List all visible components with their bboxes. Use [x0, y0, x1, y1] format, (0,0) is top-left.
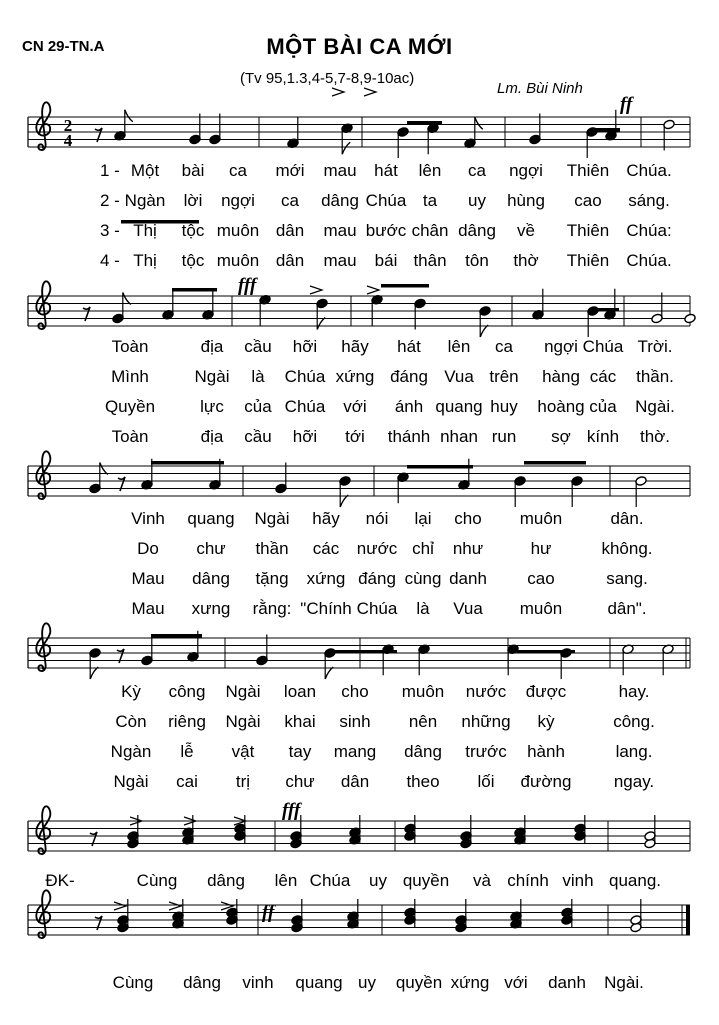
lyric-syllable: chư [196, 539, 226, 558]
treble-clef-icon [36, 806, 50, 854]
lyric-syllable: Quyền [104, 397, 156, 416]
lyric-syllable: lực [200, 397, 224, 416]
staff-system [28, 102, 690, 158]
lyric-syllable: lên [418, 161, 442, 180]
time-signature-bottom: 4 [63, 131, 73, 150]
lyric-syllable: cao [527, 569, 555, 588]
lyric-syllable: xứng [306, 569, 346, 588]
lyric-syllable: muôn [519, 599, 563, 618]
lyric-syllable: thờ. [639, 427, 671, 446]
lyric-syllable: lên [447, 337, 471, 356]
accent-mark [310, 286, 322, 294]
lyric-syllable: Thị [133, 221, 157, 240]
accent-mark [169, 902, 181, 910]
lyric-syllable: dâng [207, 871, 245, 890]
note-beam [596, 128, 620, 132]
lyric-syllable: muôn [216, 221, 260, 240]
lyric-syllable: mau [323, 251, 357, 270]
lyric-syllable: Chúa [582, 337, 624, 356]
lyric-syllable: là [251, 367, 265, 386]
lyric-syllable: Ngài [225, 682, 261, 701]
lyric-syllable: tôn [465, 251, 489, 270]
lyric-syllable: quang. [609, 871, 661, 890]
lyric-syllable: hay. [618, 682, 650, 701]
lyric-syllable: Ngài [225, 712, 261, 731]
lyric-syllable: ca [495, 337, 513, 356]
lyric-syllable: công [168, 682, 206, 701]
lyric-syllable: theo [406, 772, 440, 791]
lyric-syllable: lễ [180, 742, 194, 761]
lyric-syllable: cho [454, 509, 482, 528]
lyric-syllable: sinh [339, 712, 371, 731]
lyric-syllable: ánh [394, 397, 424, 416]
staff-system [28, 806, 690, 854]
lyric-syllable: là [416, 599, 430, 618]
lyric-syllable: hành [527, 742, 565, 761]
lyric-syllable: Thiên [566, 221, 610, 240]
dynamic-marking: fff [238, 275, 257, 296]
lyric-syllable: xưng [191, 599, 231, 618]
lyric-syllable: cùng [404, 569, 442, 588]
lyric-syllable: Ngài. [635, 397, 675, 416]
lyric-syllable: dâng [458, 221, 496, 240]
lyric-syllable: Chúa [365, 191, 407, 210]
psalm-reference: (Tv 95,1.3,4-5,7-8,9-10ac) [240, 70, 415, 87]
note-flag [342, 142, 350, 154]
lyric-syllable: nhan [440, 427, 478, 446]
final-barline-thick [686, 905, 690, 935]
lyric-syllable: Mình [111, 367, 149, 386]
lyric-syllable: Do [137, 539, 159, 558]
lyric-syllable: sáng. [628, 191, 670, 210]
lyric-syllable: không. [601, 539, 653, 558]
lyric-syllable: Chúa [284, 397, 326, 416]
lyric-syllable: riêng [168, 712, 206, 731]
lyric-syllable: kính [586, 427, 620, 446]
lyric-syllable: hàng [542, 367, 580, 386]
lyric-syllable: của [244, 397, 272, 416]
lyric-syllable: loan [283, 682, 317, 701]
lyric-syllable: với [504, 973, 528, 992]
lyric-syllable: Mau [131, 599, 165, 618]
lyric-syllable: "Chính [300, 599, 352, 618]
treble-clef-icon [36, 890, 50, 938]
lyric-syllable: hát [397, 337, 421, 356]
lyric-syllable: như [452, 539, 484, 558]
lyric-syllable: nói [365, 509, 389, 528]
lyric-syllable: uy [358, 973, 376, 992]
treble-clef-icon [36, 102, 50, 150]
lyric-syllable: hỡi [292, 337, 318, 356]
lyric-syllable: hãy [341, 337, 369, 356]
lyric-syllable: cao [574, 191, 602, 210]
lyric-syllable: trị [235, 772, 251, 791]
lyric-syllable: xứng [450, 973, 490, 992]
lyric-syllable: Ngài [113, 772, 149, 791]
lyric-syllable: quang [295, 973, 343, 992]
lyric-syllable: mang [333, 742, 377, 761]
lyric-syllable: hỡi [292, 427, 318, 446]
lyric-syllable: dân [275, 251, 305, 270]
lyric-syllable: Vua [444, 367, 474, 386]
lyric-syllable: hãy [312, 509, 340, 528]
lyric-syllable: với [343, 397, 367, 416]
staff-system [28, 451, 690, 507]
dynamic-marking: ff [620, 94, 633, 115]
lyric-syllable: ca [468, 161, 486, 180]
note-beam [517, 650, 575, 654]
lyric-syllable: sợ [551, 427, 571, 446]
lyric-syllable: đáng [390, 367, 428, 386]
note-beam [334, 650, 397, 654]
lyric-syllable: Chúa [309, 871, 351, 890]
lyric-syllable: ca [229, 161, 247, 180]
lyric-syllable: ngợi [221, 191, 255, 210]
lyric-syllable: địa [200, 427, 224, 446]
lyric-syllable: của [589, 397, 617, 416]
lyric-syllable: được [525, 682, 567, 701]
lyric-syllable: dân". [607, 599, 647, 618]
lyric-syllable: về [517, 221, 535, 240]
lyric-syllable: Chúa. [626, 161, 672, 180]
lyric-syllable: thân [413, 251, 447, 270]
treble-clef-icon [36, 281, 50, 329]
note-beam [151, 634, 202, 638]
lyric-syllable: Ngài [194, 367, 230, 386]
lyric-syllable: các [312, 539, 340, 558]
note-flag [475, 117, 483, 129]
lyric-syllable: muôn [401, 682, 445, 701]
lyric-syllable: ĐK- [45, 871, 75, 890]
lyric-syllable: dâng [404, 742, 442, 761]
lyric-syllable: Thiên [566, 251, 610, 270]
lyric-syllable: cầu [244, 427, 272, 446]
song-code: CN 29-TN.A [22, 38, 105, 55]
lyric-syllable: tộc [181, 221, 205, 240]
lyric-syllable: quang [187, 509, 235, 528]
lyric-syllable: 1 - [100, 161, 120, 180]
lyric-syllable: uy [468, 191, 486, 210]
note-flag [125, 110, 133, 122]
lyric-syllable: nước [465, 682, 507, 701]
lyric-syllable: ngợi [544, 337, 578, 356]
note-flag [325, 667, 333, 679]
lyric-syllable: 2 - [100, 191, 120, 210]
note-beam [381, 284, 429, 288]
lyric-syllable: lên [274, 871, 298, 890]
lyric-syllable: danh [449, 569, 487, 588]
lyric-syllable: vinh [562, 871, 594, 890]
lyric-syllable: thánh [387, 427, 431, 446]
time-signature-top: 2 [63, 116, 73, 135]
song-title: MỘT BÀI CA MỚI [266, 34, 453, 59]
lyric-syllable: dâng [192, 569, 230, 588]
lyric-syllable: Ngàn [124, 191, 166, 210]
staff-system [28, 281, 696, 337]
lyric-syllable: tới [345, 427, 365, 446]
lyric-syllable: thần. [636, 367, 674, 386]
note-flag [100, 463, 108, 475]
lyric-syllable: những [461, 712, 511, 731]
lyric-syllable: vật [231, 742, 255, 761]
note-beam [151, 461, 224, 465]
note-flag [340, 495, 348, 507]
lyric-syllable: chỉ [412, 539, 434, 558]
lyric-syllable: chính [507, 871, 549, 890]
lyric-syllable: Mau [131, 569, 165, 588]
lyric-syllable: Toàn [111, 427, 149, 446]
lyric-syllable: hư [530, 539, 552, 558]
note-flag [480, 325, 488, 337]
lyric-syllable: Kỳ [121, 682, 141, 701]
lyric-syllable: dân [275, 221, 305, 240]
lyric-syllable: quyền [395, 973, 443, 992]
lyric-syllable: quang [435, 397, 483, 416]
lyric-syllable: các [589, 367, 617, 386]
lyric-syllable: và [473, 871, 491, 890]
lyric-syllable: kỳ [537, 712, 555, 731]
lyric-syllable: lời [183, 191, 203, 210]
accent-mark [367, 286, 379, 294]
lyric-syllable: khai [284, 712, 316, 731]
lyric-syllable: bài [181, 161, 205, 180]
lyric-syllable: mau [323, 221, 357, 240]
lyric-syllable: lối [477, 772, 495, 791]
lyric-syllable: Toàn [111, 337, 149, 356]
composer: Lm. Bùi Ninh [497, 80, 583, 97]
note-beam [407, 465, 473, 469]
treble-clef-icon [36, 451, 50, 499]
lyric-syllable: Cùng [112, 973, 154, 992]
lyric-syllable: bước [365, 221, 407, 240]
note-beam [172, 288, 217, 292]
lyric-syllable: thờ [513, 251, 539, 270]
lyric-syllable: Chúa: [626, 221, 672, 240]
note-beam [524, 461, 586, 465]
lyric-syllable: tộc [181, 251, 205, 270]
lyric-syllable: sang. [606, 569, 648, 588]
lyric-syllable: rằng: [252, 599, 292, 618]
lyric-syllable: mới [275, 161, 305, 180]
lyric-syllable: muôn [519, 509, 563, 528]
lyric-syllable: uy [369, 871, 387, 890]
lyric-syllable: 4 - [100, 251, 120, 270]
lyric-syllable: mau [323, 161, 357, 180]
lyric-syllable: Ngàn [110, 742, 152, 761]
lyric-syllable: Vua [453, 599, 483, 618]
lyric-syllable: đường [520, 772, 572, 791]
lyric-syllable: ngợi [509, 161, 543, 180]
lyric-syllable: Một [130, 161, 160, 180]
lyric-syllable: Thị [133, 251, 157, 270]
accent-mark [364, 88, 376, 96]
lyric-syllable: hoàng [537, 397, 585, 416]
dynamic-marking: fff [282, 800, 301, 821]
lyric-syllable: Chúa [356, 599, 398, 618]
lyric-syllable: Còn [115, 712, 147, 731]
lyric-syllable: đáng [358, 569, 396, 588]
lyric-syllable: lại [414, 509, 432, 528]
lyric-syllable: run [491, 427, 517, 446]
note-head [684, 313, 696, 324]
staff-system [28, 890, 690, 938]
lyric-syllable: hát [374, 161, 398, 180]
lyric-syllable: hùng [507, 191, 545, 210]
lyric-syllable: lang. [615, 742, 653, 761]
lyric-syllable: ca [281, 191, 299, 210]
lyric-syllable: 3 - [100, 221, 120, 240]
lyric-syllable: chân [411, 221, 449, 240]
treble-clef-icon [36, 623, 50, 671]
lyric-syllable: nên [408, 712, 438, 731]
dynamic-marking: ff [262, 902, 275, 923]
lyric-syllable: vinh [242, 973, 274, 992]
lyric-syllable: Trời. [637, 337, 673, 356]
lyric-syllable: cho [341, 682, 369, 701]
lyric-syllable: công. [613, 712, 655, 731]
lyric-syllable: Chúa. [626, 251, 672, 270]
lyric-syllable: chư [285, 772, 315, 791]
lyric-syllable: Chúa [284, 367, 326, 386]
lyric-syllable: dâng [183, 973, 221, 992]
accent-mark [114, 902, 126, 910]
lyric-syllable: cai [176, 772, 198, 791]
lyric-syllable: nước [356, 539, 398, 558]
lyric-syllable: Ngài [254, 509, 290, 528]
lyric-syllable: xứng [335, 367, 375, 386]
lyric-syllable: địa [200, 337, 224, 356]
lyric-syllable: ta [422, 191, 438, 210]
lyric-syllable: ngay. [613, 772, 655, 791]
lyric-syllable: quyền [402, 871, 450, 890]
lyric-syllable: Thiên [566, 161, 610, 180]
lyric-syllable: dâng [321, 191, 359, 210]
note-flag [123, 293, 131, 305]
lyric-syllable: danh [548, 973, 586, 992]
accent-mark [332, 88, 344, 96]
lyric-syllable: bái [374, 251, 398, 270]
lyric-syllable: dân. [610, 509, 644, 528]
lyric-syllable: Cùng [136, 871, 178, 890]
lyric-syllable: thần [255, 539, 289, 558]
lyric-syllable: cầu [244, 337, 272, 356]
lyric-syllable: tặng [255, 569, 289, 588]
lyric-syllable: Ngài. [604, 973, 644, 992]
note-beam [407, 121, 442, 125]
lyric-syllable: trên [489, 367, 519, 386]
note-beam [597, 308, 619, 312]
note-flag [90, 667, 98, 679]
note-flag [317, 318, 325, 330]
lyric-syllable: trước [465, 742, 507, 761]
lyric-syllable: huy [490, 397, 518, 416]
lyric-syllable: dân [340, 772, 370, 791]
lyric-syllable: Vinh [131, 509, 165, 528]
lyric-syllable: muôn [216, 251, 260, 270]
lyric-syllable: tay [288, 742, 312, 761]
